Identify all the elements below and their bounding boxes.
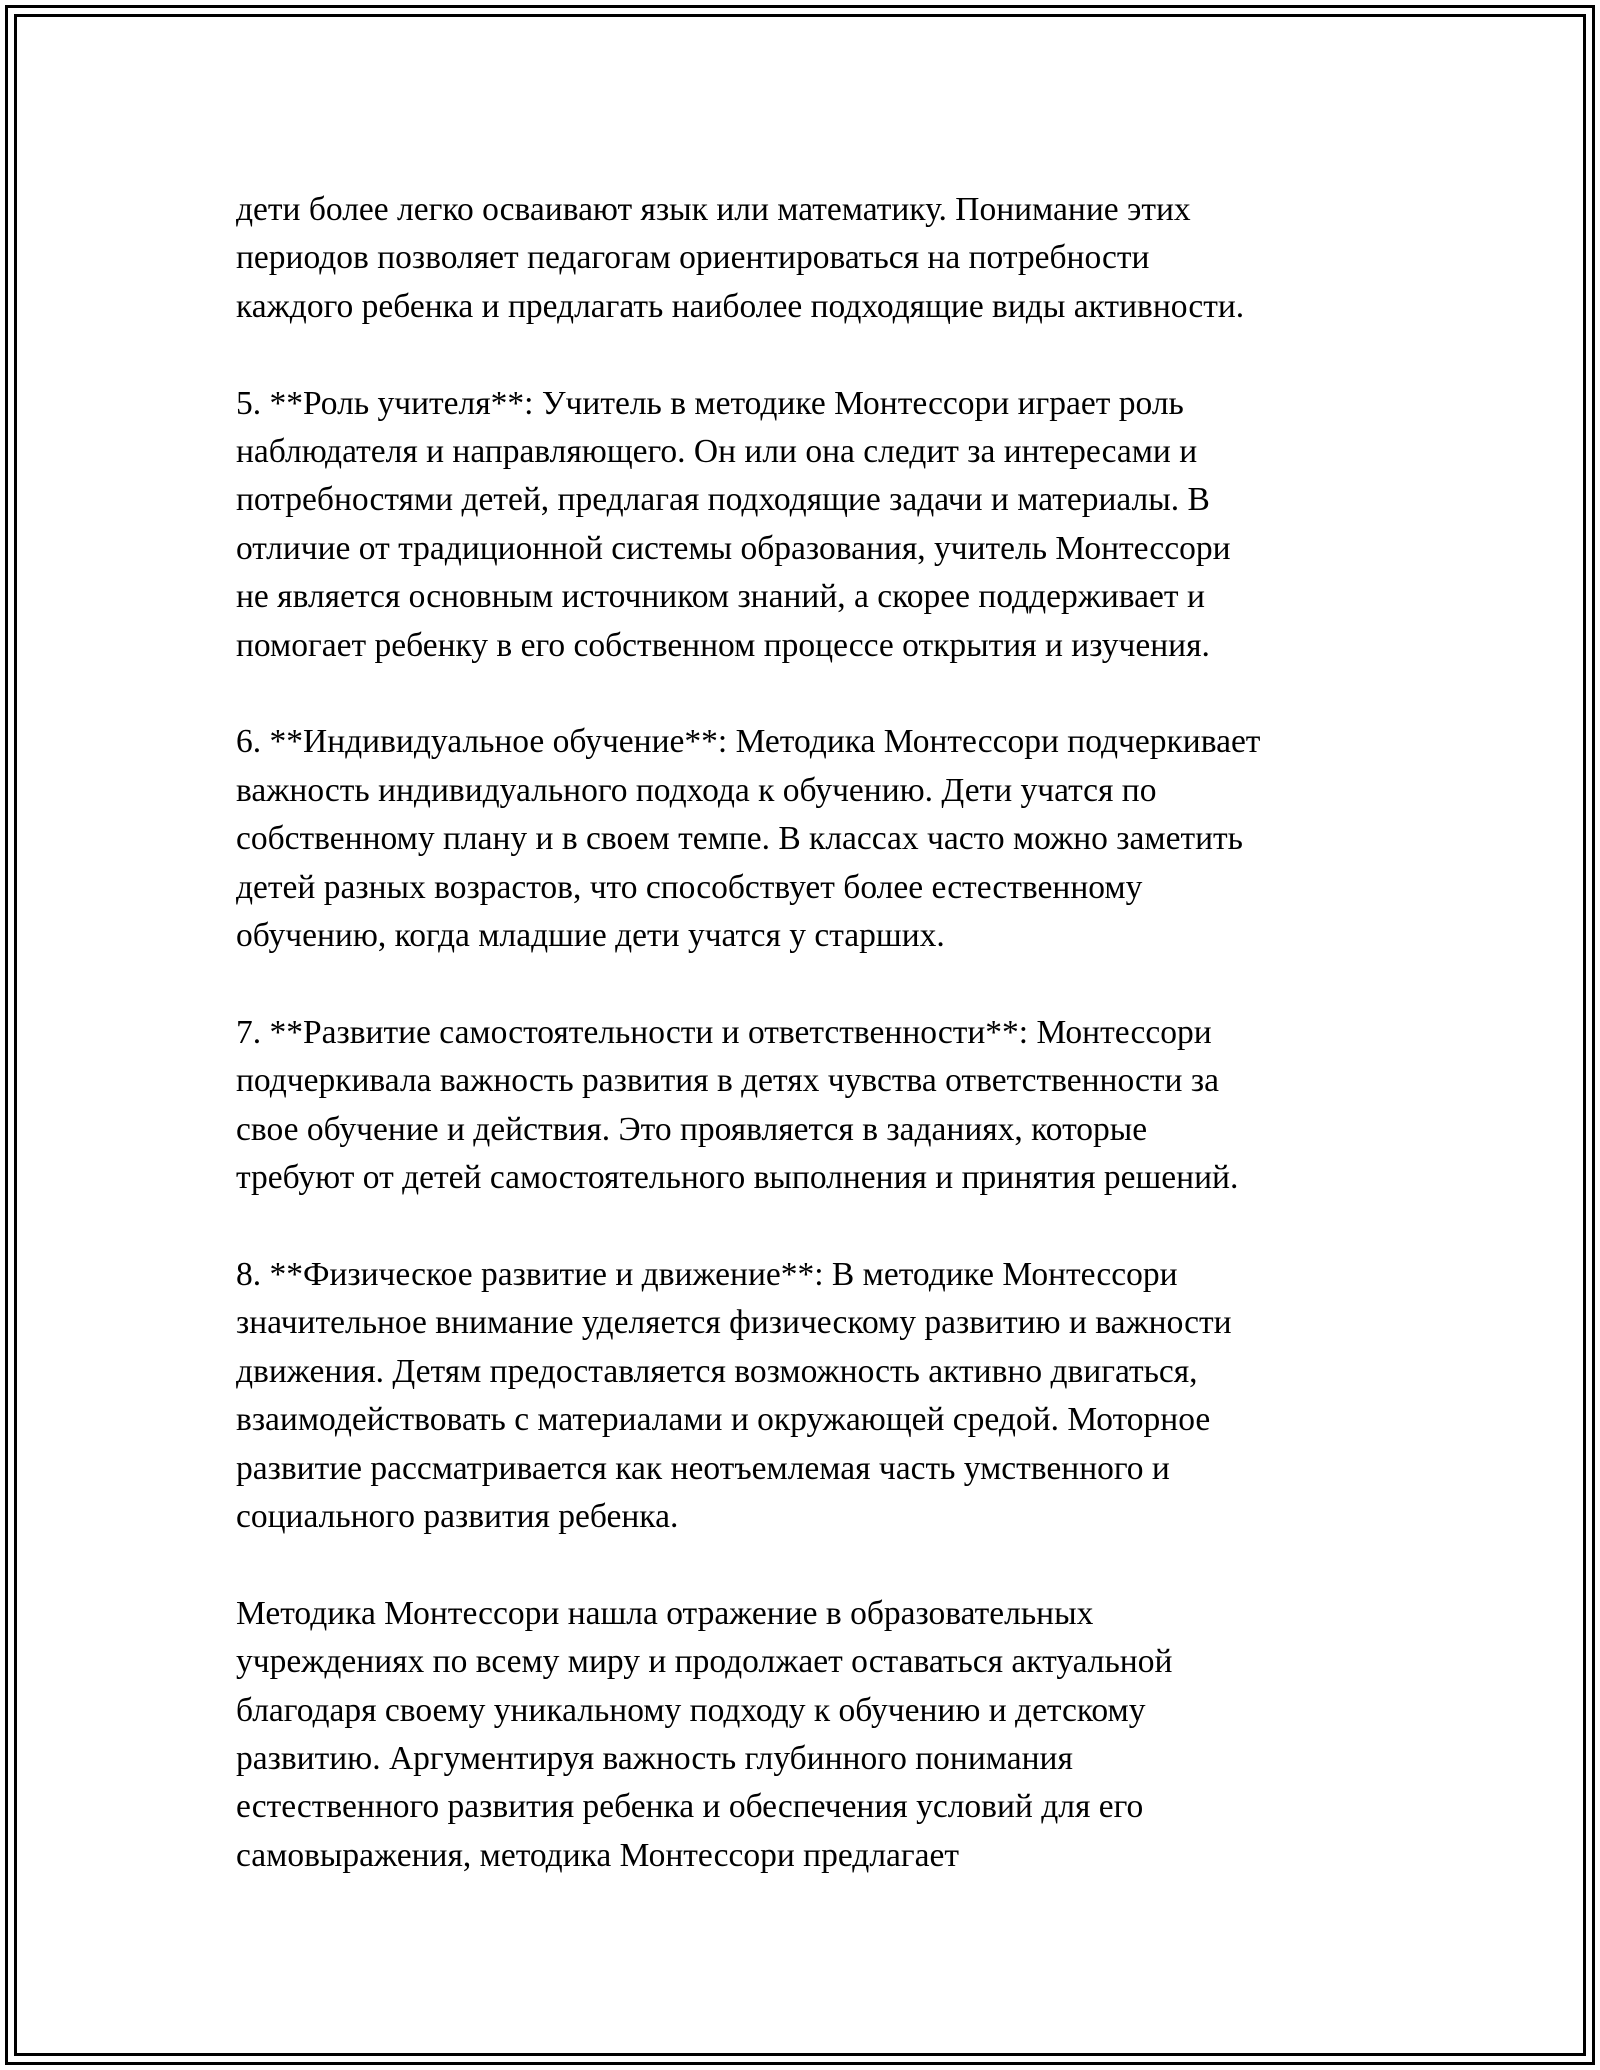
text-line: детей разных возрастов, что способствует более естественному <box>236 868 1143 906</box>
text-line: дети более легко осваивают язык или математику. Понимание этих <box>236 191 1191 228</box>
text-line: социального развития ребенка. <box>236 1497 679 1535</box>
text-line: обучению, когда младшие дети учатся у старших. <box>236 917 945 955</box>
text-line: периодов позволяет педагогам ориентироваться на потребности <box>236 239 1150 277</box>
text-line: помогает ребенку в его собственном процессе открытия и изучения. <box>236 626 1210 664</box>
paragraph-individual-learning <box>236 718 1396 960</box>
text-line: 7. **Развитие самостоятельности и ответственности**: Монтессори <box>236 1013 1212 1051</box>
text-line: учреждениях по всему миру и продолжает оставаться актуальной <box>236 1643 1173 1681</box>
paragraph-conclusion <box>236 1590 1396 1880</box>
document-body <box>236 186 1396 1880</box>
text-line: естественного развития ребенка и обеспечения условий для его <box>236 1788 1144 1826</box>
text-line: важность индивидуального подхода к обучению. Дети учатся по <box>236 771 1157 809</box>
text-line: не является основным источником знаний, а скорее поддерживает и <box>236 578 1205 616</box>
text-line: каждого ребенка и предлагать наиболее подходящие виды активности. <box>236 287 1245 325</box>
text-line: развитие рассматривается как неотъемлемая часть умственного и <box>236 1449 1170 1487</box>
text-line: 8. **Физическое развитие и движение**: В методике Монтессори <box>236 1255 1178 1293</box>
paragraph-teacher-role <box>236 380 1396 670</box>
text-line: требуют от детей самостоятельного выполнения и принятия решений. <box>236 1159 1239 1197</box>
text-line: отличие от традиционной системы образования, учитель Монтессори <box>236 529 1231 567</box>
text-line: Методика Монтессори нашла отражение в образовательных <box>236 1594 1094 1632</box>
text-line: наблюдателя и направляющего. Он или она следит за интересами и <box>236 433 1198 471</box>
text-line: подчеркивала важность развития в детях чувства ответственности за <box>236 1062 1219 1100</box>
text-line: развитию. Аргументируя важность глубинного понимания <box>236 1739 1073 1777</box>
text-line: 5. **Роль учителя**: Учитель в методике Монтессори играет роль <box>236 384 1184 422</box>
text-line: значительное внимание уделяется физическому развитию и важности <box>236 1304 1232 1342</box>
text-line: 6. **Индивидуальное обучение**: Методика Монтессори подчеркивает <box>236 723 1261 761</box>
text-line: свое обучение и действия. Это проявляется в заданиях, которые <box>236 1110 1148 1148</box>
text-line: взаимодействовать с материалами и окружающей средой. Моторное <box>236 1401 1211 1439</box>
text-line: движения. Детям предоставляется возможность активно двигаться, <box>236 1352 1198 1390</box>
text-line: самовыражения, методика Монтессори предлагает <box>236 1836 960 1874</box>
paragraph-independence <box>236 1009 1396 1203</box>
text-line: собственному плану и в своем темпе. В классах часто можно заметить <box>236 820 1243 858</box>
text-line: потребностями детей, предлагая подходящие задачи и материалы. В <box>236 481 1210 519</box>
paragraph-physical-development <box>236 1251 1396 1541</box>
text-line: благодаря своему уникальному подходу к обучению и детскому <box>236 1691 1146 1729</box>
paragraph-sensitive-periods-end <box>236 186 1396 331</box>
